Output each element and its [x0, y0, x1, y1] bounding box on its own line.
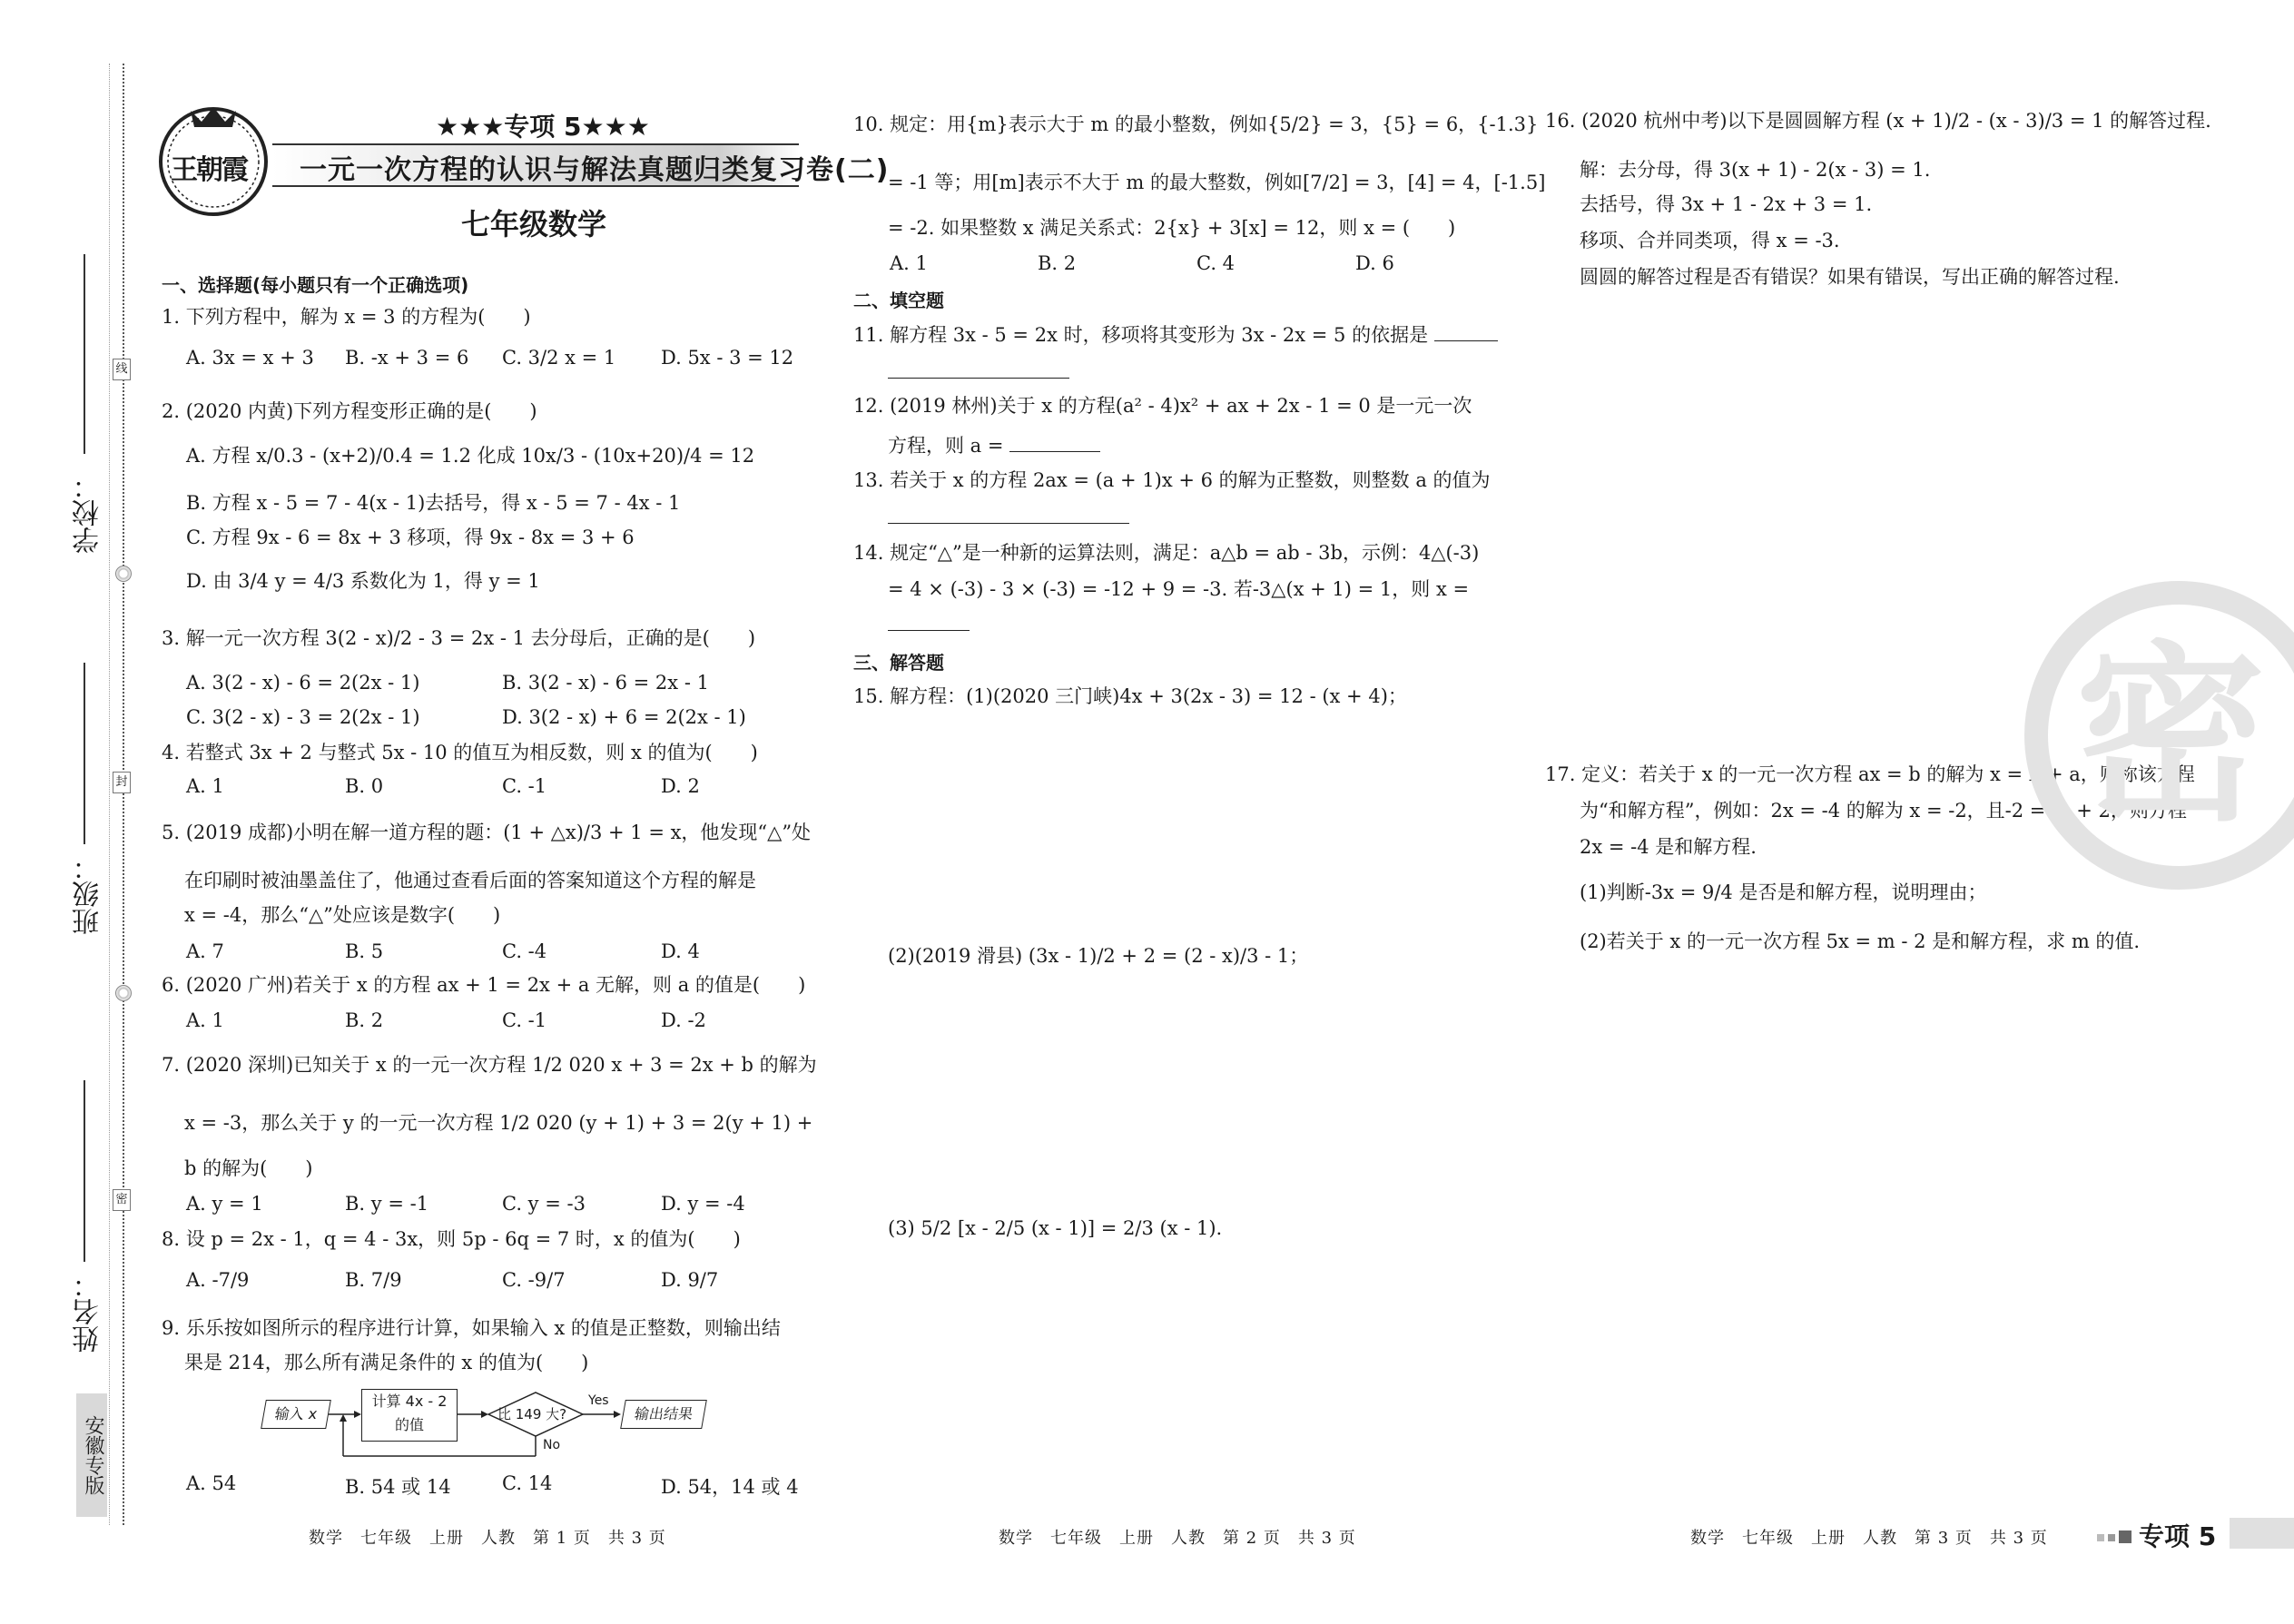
q8-option-b[interactable]: B. 7/9: [345, 1269, 402, 1291]
q7-option-c[interactable]: C. y = -3: [502, 1193, 586, 1215]
punch-hole-icon: [115, 566, 132, 582]
q1-option-c[interactable]: C. 3/2 x = 1: [502, 347, 616, 369]
question-9-line-2: 果是 214，那么所有满足条件的 x 的值为( ): [184, 1352, 589, 1373]
q10-option-d[interactable]: D. 6: [1355, 252, 1394, 274]
q13-answer-blank[interactable]: [888, 523, 1129, 524]
q3-option-b[interactable]: B. 3(2 - x) - 6 = 2x - 1: [502, 672, 709, 694]
question-10-line-1: 10. 规定：用{m}表示大于 m 的最小整数，例如{5/2} = 3，{5} = 6，{-1.3}: [853, 113, 1539, 135]
q8-option-a[interactable]: A. -7/9: [186, 1269, 250, 1291]
flow-calc-line-2: 的值: [394, 1416, 424, 1433]
school-blank[interactable]: [84, 254, 85, 454]
question-10-line-3: = -2. 如果整数 x 满足关系式：2{x} + 3[x] = 12，则 x = ( ): [888, 217, 1456, 239]
flow-calc-line-1: 计算 4x - 2: [371, 1393, 448, 1410]
question-5-line-1: 5. (2019 成都)小明在解一道方程的题：(1 + △x)/3 + 1 = x，他发现“△”处: [162, 822, 812, 843]
question-17-line-4: (1)判断-3x = 9/4 是否是和解方程，说明理由；: [1580, 881, 1987, 903]
mark-line: 线: [113, 359, 131, 380]
footer-page-3: 数学 七年级 上册 人教 第 3 页 共 3 页: [1690, 1529, 2048, 1548]
question-7-line-3: b 的解为( ): [184, 1157, 313, 1179]
question-12-line-2: [888, 432, 1100, 459]
q9-option-a[interactable]: A. 54: [186, 1472, 237, 1494]
question-16-line-3: 去括号，得 3x + 1 - 2x + 3 = 1.: [1580, 193, 1873, 215]
logo-seal-icon: [154, 100, 272, 218]
q3-option-d[interactable]: D. 3(2 - x) + 6 = 2(2x - 1): [502, 706, 746, 728]
q2-option-a[interactable]: A. 方程 x/0.3 - (x+2)/0.4 = 1.2 化成 10x/3 - (10x+20)/4 = 12: [186, 445, 755, 467]
question-10-line-2: = -1 等；用[m]表示不大于 m 的最大整数，例如[7/2] = 3，[4] = 4，[-1.5]: [888, 172, 1546, 193]
q11-answer-blank-2[interactable]: [888, 378, 1069, 379]
question-4: 4. 若整式 3x + 2 与整式 5x - 10 的值互为相反数，则 x 的值为( ): [162, 742, 758, 763]
edition-label: [76, 1393, 107, 1517]
q4-option-a[interactable]: A. 1: [186, 775, 224, 797]
question-14-line-2: = 4 × (-3) - 3 × (-3) = -12 + 9 = -3. 若-3△(x + 1) = 1，则 x =: [888, 578, 1470, 600]
question-16-line-5: 圆圆的解答过程是否有错误？如果有错误，写出正确的解答过程.: [1580, 266, 2120, 288]
q7-option-a[interactable]: A. y = 1: [186, 1193, 263, 1215]
question-7-line-1: 7. (2020 深圳)已知关于 x 的一元一次方程 1/2 020 x + 3 = 2x + b 的解为: [162, 1054, 817, 1076]
flow-condition: 比 149 大?: [497, 1406, 567, 1422]
subject-title: 七年级数学: [461, 207, 607, 241]
flow-calc-box: [361, 1389, 458, 1442]
q9-option-d[interactable]: D. 54，14 或 4: [661, 1476, 799, 1498]
q2-option-b[interactable]: B. 方程 x - 5 = 7 - 4(x - 1)去括号，得 x - 5 = 7 - 4x - 1: [186, 492, 681, 514]
question-6: 6. (2020 广州)若关于 x 的方程 ax + 1 = 2x + a 无解，则 a 的值是( ): [162, 974, 806, 996]
logo-text: 王朝霞: [171, 154, 247, 186]
q15-part-1-answer-area[interactable]: [888, 717, 1505, 917]
q1-option-a[interactable]: A. 3x = x + 3: [186, 347, 314, 369]
flow-output-box: 输出结果: [620, 1400, 707, 1429]
title-badge: ★★★专项 5★★★: [436, 112, 650, 142]
q15-part-2-answer-area[interactable]: [888, 980, 1505, 1198]
q5-option-d[interactable]: D. 4: [661, 940, 700, 962]
q5-option-b[interactable]: B. 5: [345, 940, 384, 962]
q14-answer-blank[interactable]: [888, 630, 970, 631]
q6-option-a[interactable]: A. 1: [186, 1009, 224, 1031]
question-11-text: 11. 解方程 3x - 5 = 2x 时，移项将其变形为 3x - 2x = 5 的依据是: [853, 324, 1429, 346]
punch-hole-icon: [115, 985, 132, 1001]
question-8: 8. 设 p = 2x - 1，q = 4 - 3x，则 5p - 6q = 7 时，x 的值为( ): [162, 1228, 741, 1250]
question-14-line-1: 14. 规定“△”是一种新的运算法则，满足：a△b = ab - 3b，示例：4△(-3): [853, 542, 1480, 564]
question-17-line-3: 2x = -4 是和解方程.: [1580, 836, 1757, 858]
q5-option-c[interactable]: C. -4: [502, 940, 547, 962]
question-16-line-2: 解：去分母，得 3(x + 1) - 2(x - 3) = 1.: [1580, 159, 1931, 181]
q8-option-d[interactable]: D. 9/7: [661, 1269, 719, 1291]
school-label: 学校：: [73, 472, 104, 554]
q17-answer-area[interactable]: [1580, 971, 2215, 1498]
q3-option-a[interactable]: A. 3(2 - x) - 6 = 2(2x - 1): [186, 672, 420, 694]
q4-option-b[interactable]: B. 0: [345, 775, 384, 797]
question-15-part-2: (2)(2019 滑县) (3x - 1)/2 + 2 = (2 - x)/3 - 1；: [888, 945, 1309, 967]
question-12-text: 方程，则 a =: [888, 435, 1004, 457]
name-label: 姓名：: [73, 1271, 104, 1353]
q2-option-c[interactable]: C. 方程 9x - 6 = 8x + 3 移项，得 9x - 8x = 3 + 6: [186, 527, 635, 548]
footer-tag: 专项 5: [2139, 1521, 2217, 1551]
footer-decoration: [2097, 1530, 2135, 1543]
class-blank[interactable]: [84, 663, 85, 844]
page-title: 一元一次方程的认识与解法真题归类复习卷(二): [300, 154, 890, 186]
question-15-part-1: 15. 解方程：(1)(2020 三门峡)4x + 3(2x - 3) = 12 - (x + 4)；: [853, 685, 1407, 707]
q6-option-b[interactable]: B. 2: [345, 1009, 384, 1031]
question-15-part-3: (3) 5/2 [x - 2/5 (x - 1)] = 2/3 (x - 1).: [888, 1217, 1223, 1239]
question-2: 2. (2020 内黄)下列方程变形正确的是( ): [162, 400, 537, 422]
q11-answer-blank[interactable]: [1434, 340, 1498, 341]
question-3: 3. 解一元一次方程 3(2 - x)/2 - 3 = 2x - 1 去分母后，正确的是( ): [162, 627, 756, 649]
question-5-line-3: x = -4，那么“△”处应该是数字( ): [184, 904, 501, 926]
footer-page-1: 数学 七年级 上册 人教 第 1 页 共 3 页: [309, 1529, 666, 1548]
flow-yes: Yes: [588, 1393, 609, 1408]
q10-option-b[interactable]: B. 2: [1038, 252, 1077, 274]
question-16-line-1: 16. (2020 杭州中考)以下是圆圆解方程 (x + 1)/2 - (x - 3)/3 = 1 的解答过程.: [1545, 110, 2211, 132]
section-choice-heading: 一、选择题(每小题只有一个正确选项): [162, 274, 469, 296]
dotted-cut-line-2: [109, 64, 110, 1525]
q1-option-d[interactable]: D. 5x - 3 = 12: [661, 347, 794, 369]
q9-option-b[interactable]: B. 54 或 14: [345, 1476, 451, 1498]
flow-input-box: 输入 x: [261, 1400, 331, 1429]
class-label: 班级：: [73, 853, 104, 935]
q6-option-d[interactable]: D. -2: [661, 1009, 706, 1031]
q7-option-b[interactable]: B. y = -1: [345, 1193, 429, 1215]
secret-watermark-text: 密: [2075, 625, 2267, 847]
mark-seal: 封: [113, 772, 131, 793]
q2-option-d[interactable]: D. 由 3/4 y = 4/3 系数化为 1，得 y = 1: [186, 570, 540, 592]
q8-option-c[interactable]: C. -9/7: [502, 1269, 566, 1291]
q6-option-c[interactable]: C. -1: [502, 1009, 547, 1031]
question-17-line-2: 为“和解方程”，例如：2x = -4 的解为 x = -2，且-2 = -4 + 2，则方程: [1580, 800, 2187, 822]
q4-option-d[interactable]: D. 2: [661, 775, 700, 797]
flow-no: No: [543, 1438, 561, 1452]
q10-option-a[interactable]: A. 1: [890, 252, 928, 274]
section-answer-heading: 三、解答题: [853, 652, 944, 674]
question-5-line-2: 在印刷时被油墨盖住了，他通过查看后面的答案知道这个方程的解是: [184, 870, 756, 891]
q9-option-c[interactable]: C. 14: [502, 1472, 553, 1494]
name-blank[interactable]: [84, 1080, 85, 1262]
mark-secret: 密: [113, 1189, 131, 1211]
q12-answer-blank[interactable]: [1009, 451, 1100, 452]
footer-page-2: 数学 七年级 上册 人教 第 2 页 共 3 页: [999, 1529, 1356, 1548]
q4-option-c[interactable]: C. -1: [502, 775, 547, 797]
question-17-line-1: 17. 定义：若关于 x 的一元一次方程 ax = b 的解为 x = b + a，则称该方程: [1545, 763, 2195, 785]
q7-option-d[interactable]: D. y = -4: [661, 1193, 745, 1215]
q15-part-3-answer-area[interactable]: [888, 1253, 1505, 1498]
question-12-line-1: 12. (2019 林州)关于 x 的方程(a² - 4)x² + ax + 2x - 1 = 0 是一元一次: [853, 395, 1472, 417]
question-11: [853, 321, 1498, 349]
question-9-line-1: 9. 乐乐按如图所示的程序进行计算，如果输入 x 的值是正整数，则输出结: [162, 1317, 781, 1339]
q1-option-b[interactable]: B. -x + 3 = 6: [345, 347, 469, 369]
q3-option-c[interactable]: C. 3(2 - x) - 3 = 2(2x - 1): [186, 706, 420, 728]
question-13: 13. 若关于 x 的方程 2ax = (a + 1)x + 6 的解为正整数，则整数 a 的值为: [853, 469, 1491, 491]
question-1: 1. 下列方程中，解为 x = 3 的方程为( ): [162, 306, 531, 328]
q10-option-c[interactable]: C. 4: [1196, 252, 1236, 274]
question-7-line-2: x = -3，那么关于 y 的一元一次方程 1/2 020 (y + 1) + 3 = 2(y + 1) +: [184, 1112, 813, 1134]
question-17-line-5: (2)若关于 x 的一元一次方程 5x = m - 2 是和解方程，求 m 的值.: [1580, 930, 2141, 952]
question-16-line-4: 移项、合并同类项，得 x = -3.: [1580, 230, 1840, 251]
q5-option-a[interactable]: A. 7: [186, 940, 224, 962]
footer-tag-band: [2230, 1518, 2294, 1549]
edition-text: 安徽专版: [82, 1415, 104, 1495]
section-fill-heading: 二、填空题: [853, 290, 944, 311]
dotted-cut-line: [123, 64, 124, 1525]
